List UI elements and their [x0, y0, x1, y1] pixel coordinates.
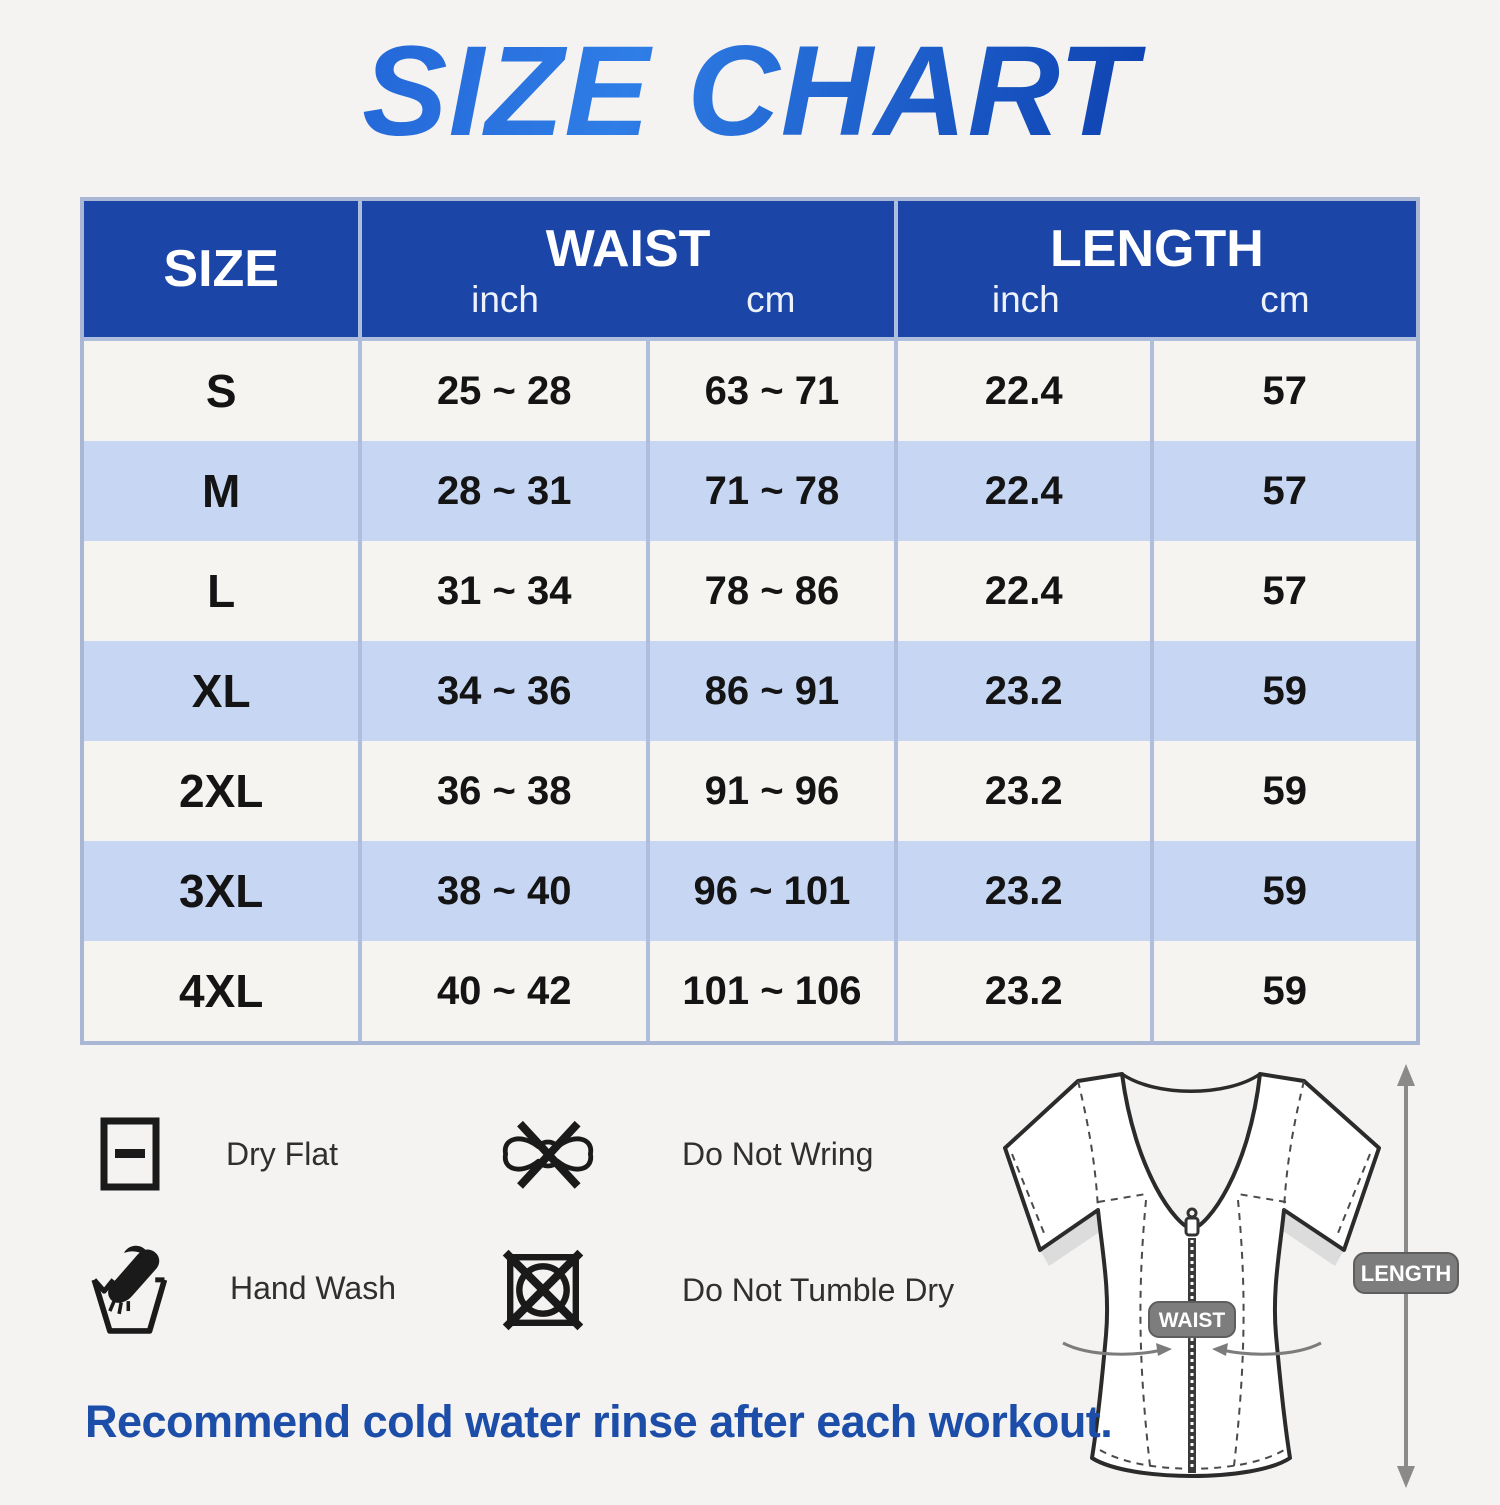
header-length-cm: cm	[1260, 279, 1310, 320]
cell-waist-inch: 36 ~ 38	[362, 741, 650, 841]
cell-size: XL	[84, 641, 362, 741]
cell-waist-cm: 101 ~ 106	[650, 941, 898, 1041]
care-item-hand-wash	[90, 1240, 396, 1336]
table-header-row	[84, 201, 1416, 341]
cell-waist-inch: 28 ~ 31	[362, 441, 650, 541]
table-row	[84, 941, 1416, 1041]
header-waist: WAIST	[545, 220, 711, 279]
hand-wash-icon	[90, 1240, 168, 1336]
cell-waist-inch: 38 ~ 40	[362, 841, 650, 941]
care-label: Dry Flat	[226, 1135, 338, 1172]
cell-waist-inch: 40 ~ 42	[362, 941, 650, 1041]
header-length-inch: inch	[991, 279, 1060, 320]
cell-waist-cm: 63 ~ 71	[650, 341, 898, 441]
cell-length-cm: 59	[1262, 668, 1307, 713]
care-label: Do Not Tumble Dry	[682, 1271, 955, 1308]
cell-length-cm: 57	[1262, 368, 1307, 413]
table-row	[84, 741, 1416, 841]
cell-length-inch: 22.4	[898, 441, 1154, 541]
cell-waist-cm: 96 ~ 101	[650, 841, 898, 941]
care-label: Hand Wash	[230, 1269, 396, 1306]
header-length: LENGTH	[1050, 220, 1264, 279]
cell-size: 3XL	[84, 841, 362, 941]
table-row	[84, 641, 1416, 741]
cell-waist-cm: 71 ~ 78	[650, 441, 898, 541]
cell-waist-inch: 31 ~ 34	[362, 541, 650, 641]
do-not-wring-icon	[496, 1114, 600, 1194]
cell-size: S	[84, 341, 362, 441]
header-waist-inch: inch	[471, 279, 539, 320]
cell-length-cm: 59	[1262, 768, 1307, 813]
care-label: Do Not Wring	[682, 1135, 874, 1172]
cell-length-inch: 22.4	[898, 541, 1154, 641]
care-item-do-not-wring	[496, 1112, 873, 1196]
svg-text:LENGTH: LENGTH	[1360, 1261, 1452, 1286]
cell-length-inch: 23.2	[898, 941, 1154, 1041]
header-size: SIZE	[84, 201, 362, 337]
cell-length-inch: 22.4	[898, 341, 1154, 441]
care-item-dry-flat	[100, 1112, 338, 1196]
table-row	[84, 341, 1416, 441]
cell-length-inch: 23.2	[898, 641, 1154, 741]
header-waist-group	[362, 201, 897, 337]
table-row	[84, 841, 1416, 941]
header-length-group	[898, 201, 1416, 337]
footer-note: Recommend cold water rinse after each workout.	[85, 1396, 1113, 1447]
care-item-do-not-tumble-dry	[502, 1248, 954, 1332]
cell-waist-inch: 34 ~ 36	[362, 641, 650, 741]
header-waist-cm: cm	[746, 279, 796, 320]
waist-label-chip	[1149, 1302, 1235, 1337]
back-collar-line	[1122, 1074, 1260, 1091]
do-not-tumble-dry-icon	[502, 1249, 584, 1331]
page-title: SIZE CHART	[0, 22, 1500, 163]
cell-length-inch: 23.2	[898, 841, 1154, 941]
table-row	[84, 441, 1416, 541]
cell-size: 2XL	[84, 741, 362, 841]
size-chart-table	[80, 197, 1420, 1045]
svg-text:WAIST: WAIST	[1158, 1309, 1226, 1332]
cell-size: M	[84, 441, 362, 541]
cell-length-inch: 23.2	[898, 741, 1154, 841]
cell-waist-cm: 78 ~ 86	[650, 541, 898, 641]
cell-waist-inch: 25 ~ 28	[362, 341, 650, 441]
cell-length-cm: 59	[1262, 968, 1307, 1013]
cell-length-cm: 57	[1262, 568, 1307, 613]
cell-length-cm: 57	[1262, 468, 1307, 513]
cell-length-cm: 59	[1262, 868, 1307, 913]
cell-waist-cm: 86 ~ 91	[650, 641, 898, 741]
cell-size: L	[84, 541, 362, 641]
cell-waist-cm: 91 ~ 96	[650, 741, 898, 841]
length-label-chip	[1354, 1253, 1458, 1293]
table-row	[84, 541, 1416, 641]
dry-flat-icon	[100, 1117, 160, 1191]
cell-size: 4XL	[84, 941, 362, 1041]
